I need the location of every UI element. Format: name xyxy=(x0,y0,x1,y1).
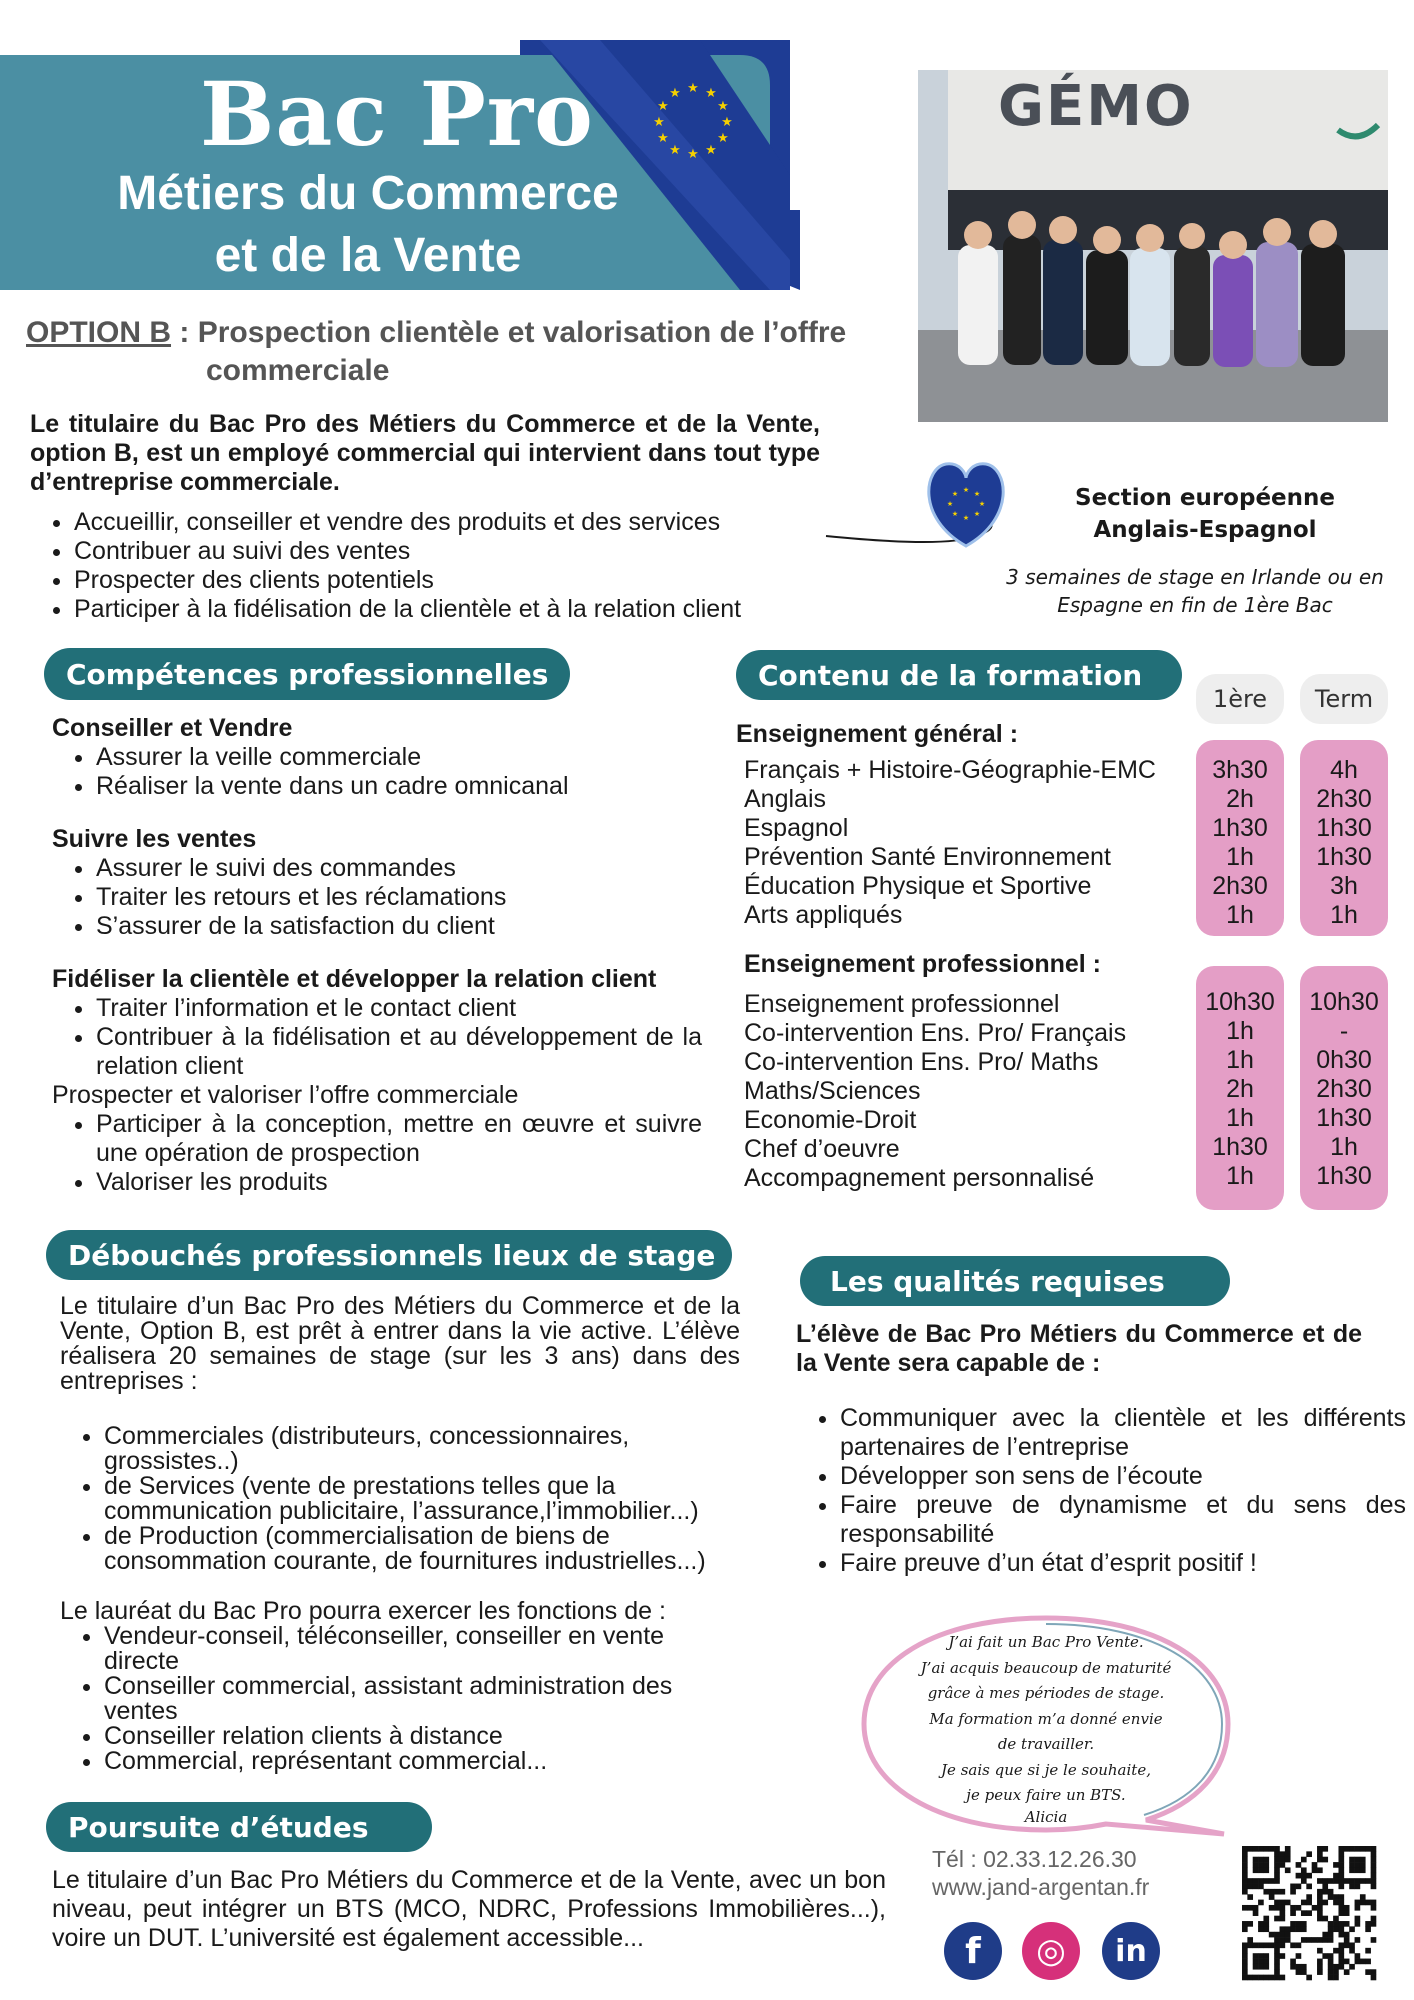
competence-group-title: Suivre les ventes xyxy=(52,825,257,853)
list-item: • Faire preuve d’un état d’esprit positif ! xyxy=(840,1549,1406,1578)
svg-text:★: ★ xyxy=(653,115,665,130)
list-item: • Participer à la fidélisation de la clientèle et à la relation client xyxy=(74,595,864,624)
euro-note-line2: Espagne en fin de 1ère Bac xyxy=(1057,593,1333,617)
subject: Co-intervention Ens. Pro/ Français xyxy=(744,1019,1127,1047)
svg-text:★: ★ xyxy=(721,115,733,130)
hours: 1h30 xyxy=(1316,843,1372,871)
svg-text:★: ★ xyxy=(946,500,954,508)
competences-heading: Compétences professionnelles xyxy=(44,648,570,700)
subject: Arts appliqués xyxy=(744,901,903,929)
option-title-line2: commerciale xyxy=(206,354,390,387)
list-item: • Conseiller commercial, assistant administration des ventes xyxy=(104,1674,740,1724)
title-line1: Métiers du Commerce xyxy=(117,167,619,220)
testimonial-line: je peux faire un BTS. xyxy=(966,1786,1126,1804)
website-link[interactable]: www.jand-argentan.fr xyxy=(932,1874,1150,1900)
debouches-intro: Le titulaire d’un Bac Pro des Métiers du Commerce et de la Vente, Option B, est prêt à entrer dans la vie active. L’élève réalisera 20 semaines de stage (sur les 3 ans) dans des entreprises : xyxy=(60,1292,740,1395)
list-item: • S’assurer de la satisfaction du client xyxy=(96,912,702,941)
hours: 0h30 xyxy=(1316,1046,1372,1074)
competence-list xyxy=(52,854,702,941)
hours: 1h xyxy=(1330,901,1358,929)
competence-group-title: Conseiller et Vendre xyxy=(52,714,293,742)
hours: 3h30 xyxy=(1212,756,1268,784)
qualites-intro: L’élève de Bac Pro Métiers du Commerce et de la Vente sera capable de : xyxy=(796,1320,1362,1377)
poursuite-text: Le titulaire d’un Bac Pro Métiers du Commerce et de la Vente, avec un bon niveau, peut intégrer un BTS (MCO, NDRC, Professions Immobilières...), voire un DUT. L’université est également accessible... xyxy=(52,1866,886,1952)
subject: Français + Histoire-Géographie-EMC xyxy=(744,756,1156,784)
intro-text: Le titulaire du Bac Pro des Métiers du Commerce et de la Vente, option B, est un employé commercial qui intervient dans tout type d’entreprise commerciale. xyxy=(30,410,820,496)
qualites-heading: Les qualités requises xyxy=(800,1256,1230,1306)
svg-text:★: ★ xyxy=(669,143,681,158)
svg-text:★: ★ xyxy=(951,490,959,498)
formation-heading: Contenu de la formation xyxy=(736,650,1182,700)
hours: 2h30 xyxy=(1316,785,1372,813)
list-item: • Participer à la conception, mettre en œuvre et suivre une opération de prospection xyxy=(96,1110,702,1168)
competence-list xyxy=(52,1110,702,1197)
pro-hours-term xyxy=(1300,966,1388,1210)
facebook-icon[interactable]: f xyxy=(944,1922,1002,1980)
heart-emblem xyxy=(826,448,1026,558)
svg-text:★: ★ xyxy=(657,131,669,146)
poursuite-heading: Poursuite d’études xyxy=(46,1802,432,1852)
subject: Éducation Physique et Sportive xyxy=(744,872,1092,900)
svg-text:★: ★ xyxy=(687,147,699,162)
hours: 4h xyxy=(1330,756,1358,784)
svg-text:★: ★ xyxy=(687,81,699,96)
hours: 2h xyxy=(1226,785,1254,813)
hours: 10h30 xyxy=(1205,988,1275,1016)
subject: Chef d’oeuvre xyxy=(744,1135,900,1163)
functions-intro: Le lauréat du Bac Pro pourra exercer les fonctions de : xyxy=(60,1597,666,1625)
testimonial-line: J’ai fait un Bac Pro Vente. xyxy=(948,1633,1144,1651)
qualites-list xyxy=(796,1404,1406,1578)
svg-text:★: ★ xyxy=(951,510,959,518)
hours: 1h xyxy=(1226,843,1254,871)
svg-text:★: ★ xyxy=(962,514,970,522)
brand-title: Bac Pro xyxy=(200,62,594,166)
testimonial-line: de travailler. xyxy=(997,1735,1095,1753)
pro-subjects xyxy=(744,990,1184,1193)
subject: Enseignement professionnel xyxy=(744,990,1060,1018)
hours: 10h30 xyxy=(1309,988,1379,1016)
col-header-1ere: 1ère xyxy=(1196,674,1284,724)
euro-note-line1: 3 semaines de stage en Irlande ou en xyxy=(1006,565,1384,589)
list-item: • Commerciales (distributeurs, concessionnaires, grossistes..) xyxy=(104,1424,740,1474)
intro-list xyxy=(30,508,864,624)
testimonial-line: Je sais que si je le souhaite, xyxy=(941,1760,1151,1779)
list-item: • de Services (vente de prestations telles que la communication publicitaire, l’assurance,l’immobilier...) xyxy=(104,1474,740,1524)
testimonial-line: grâce à mes périodes de stage. xyxy=(927,1684,1165,1702)
hours: 1h30 xyxy=(1316,1104,1372,1132)
list-item: • Commercial, représentant commercial... xyxy=(104,1749,740,1774)
euro-section-note xyxy=(995,563,1395,619)
subject: Prévention Santé Environnement xyxy=(744,843,1111,871)
list-item: • Traiter l’information et le contact client xyxy=(96,994,702,1023)
subject: Anglais xyxy=(744,785,826,813)
list-item: • Communiquer avec la clientèle et les différents partenaires de l’entreprise xyxy=(840,1404,1406,1462)
competence-list xyxy=(52,994,702,1081)
group-photo xyxy=(918,70,1388,422)
debouches-body xyxy=(60,1294,740,1774)
list-item: • Prospecter des clients potentiels xyxy=(74,566,864,595)
svg-text:★: ★ xyxy=(962,486,970,494)
list-item: • Contribuer au suivi des ventes xyxy=(74,537,864,566)
functions-list xyxy=(60,1624,740,1774)
list-item: • Développer son sens de l’écoute xyxy=(840,1462,1406,1491)
svg-text:★: ★ xyxy=(657,99,669,114)
option-separator: : xyxy=(171,316,198,349)
hours: 1h xyxy=(1226,1017,1254,1045)
competence-group-title: Prospecter et valoriser l’offre commerciale xyxy=(52,1081,519,1109)
competence-group-title: Fidéliser la clientèle et développer la relation client xyxy=(52,965,657,993)
hours: 2h30 xyxy=(1316,1075,1372,1103)
euro-section-title xyxy=(1050,482,1360,546)
option-heading xyxy=(26,316,846,350)
general-title: Enseignement général : xyxy=(736,720,1019,748)
hours: 1h xyxy=(1330,1133,1358,1161)
svg-text:★: ★ xyxy=(705,86,717,101)
subject: Co-intervention Ens. Pro/ Maths xyxy=(744,1048,1099,1076)
subject: Maths/Sciences xyxy=(744,1077,921,1105)
hours: 1h xyxy=(1226,1162,1254,1190)
testimonial-bubble xyxy=(856,1612,1236,1842)
list-item: • Conseiller relation clients à distance xyxy=(104,1724,740,1749)
testimonial-line: Ma formation m’a donné envie xyxy=(929,1709,1163,1728)
svg-text:★: ★ xyxy=(669,86,681,101)
places-list xyxy=(60,1424,740,1574)
col-header-term: Term xyxy=(1300,674,1388,724)
list-item: • Faire preuve de dynamisme et du sens des responsabilité xyxy=(840,1491,1406,1549)
list-item: • Contribuer à la fidélisation et au développement de la relation client xyxy=(96,1023,702,1081)
svg-text:★: ★ xyxy=(978,500,986,508)
svg-text:★: ★ xyxy=(973,510,981,518)
instagram-icon[interactable]: ◎ xyxy=(1022,1922,1080,1980)
general-hours-term xyxy=(1300,740,1388,936)
euro-title-line2: Anglais-Espagnol xyxy=(1093,517,1317,543)
competence-list xyxy=(52,743,702,801)
subject: Economie-Droit xyxy=(744,1106,917,1134)
hours: - xyxy=(1339,1017,1349,1045)
testimonial-text xyxy=(886,1630,1206,1825)
pro-hours-1ere xyxy=(1196,966,1284,1210)
hours: 2h xyxy=(1226,1075,1254,1103)
hours: 1h30 xyxy=(1316,1162,1372,1190)
general-hours-1ere xyxy=(1196,740,1284,936)
subject: Accompagnement personnalisé xyxy=(744,1164,1095,1192)
title-line2: et de la Vente xyxy=(214,229,522,282)
linkedin-icon[interactable]: in xyxy=(1102,1922,1160,1980)
hours: 3h xyxy=(1330,872,1358,900)
list-item: • Réaliser la vente dans un cadre omnicanal xyxy=(96,772,702,801)
pro-title: Enseignement professionnel : xyxy=(744,950,1102,978)
hours: 1h xyxy=(1226,1104,1254,1132)
list-item: • Assurer la veille commerciale xyxy=(96,743,702,772)
hours: 1h30 xyxy=(1212,814,1268,842)
svg-text:★: ★ xyxy=(717,99,729,114)
svg-text:★: ★ xyxy=(973,490,981,498)
euro-title-line1: Section européenne xyxy=(1075,485,1335,511)
option-title-line1: Prospection clientèle et valorisation de l’offre xyxy=(197,316,847,349)
hours: 1h xyxy=(1226,1046,1254,1074)
testimonial-author: Alicia xyxy=(1024,1807,1068,1826)
competences-body xyxy=(52,714,702,1197)
debouches-heading: Débouchés professionnels lieux de stage xyxy=(46,1230,732,1280)
testimonial-line: J’ai acquis beaucoup de maturité xyxy=(920,1658,1172,1677)
list-item: • Valoriser les produits xyxy=(96,1168,702,1197)
store-sign: GÉMO xyxy=(998,74,1194,139)
list-item: • Accueillir, conseiller et vendre des produits et des services xyxy=(74,508,864,537)
list-item: • Assurer le suivi des commandes xyxy=(96,854,702,883)
list-item: • de Production (commercialisation de biens de consommation courante, de fournitures industrielles...) xyxy=(104,1524,740,1574)
option-label: OPTION B xyxy=(26,316,172,349)
general-subjects xyxy=(744,756,1184,930)
qr-code[interactable] xyxy=(1242,1846,1376,1980)
list-item: • Vendeur-conseil, téléconseiller, conseiller en vente directe xyxy=(104,1624,740,1674)
eu-stars xyxy=(653,81,733,162)
hours: 1h30 xyxy=(1316,814,1372,842)
contact-phone: Tél : 02.33.12.26.30 xyxy=(932,1846,1137,1872)
subject: Espagnol xyxy=(744,814,849,842)
hours: 2h30 xyxy=(1212,872,1268,900)
svg-text:★: ★ xyxy=(717,131,729,146)
list-item: • Traiter les retours et les réclamations xyxy=(96,883,702,912)
hours: 1h xyxy=(1226,901,1254,929)
svg-text:★: ★ xyxy=(705,143,717,158)
hours: 1h30 xyxy=(1212,1133,1268,1161)
